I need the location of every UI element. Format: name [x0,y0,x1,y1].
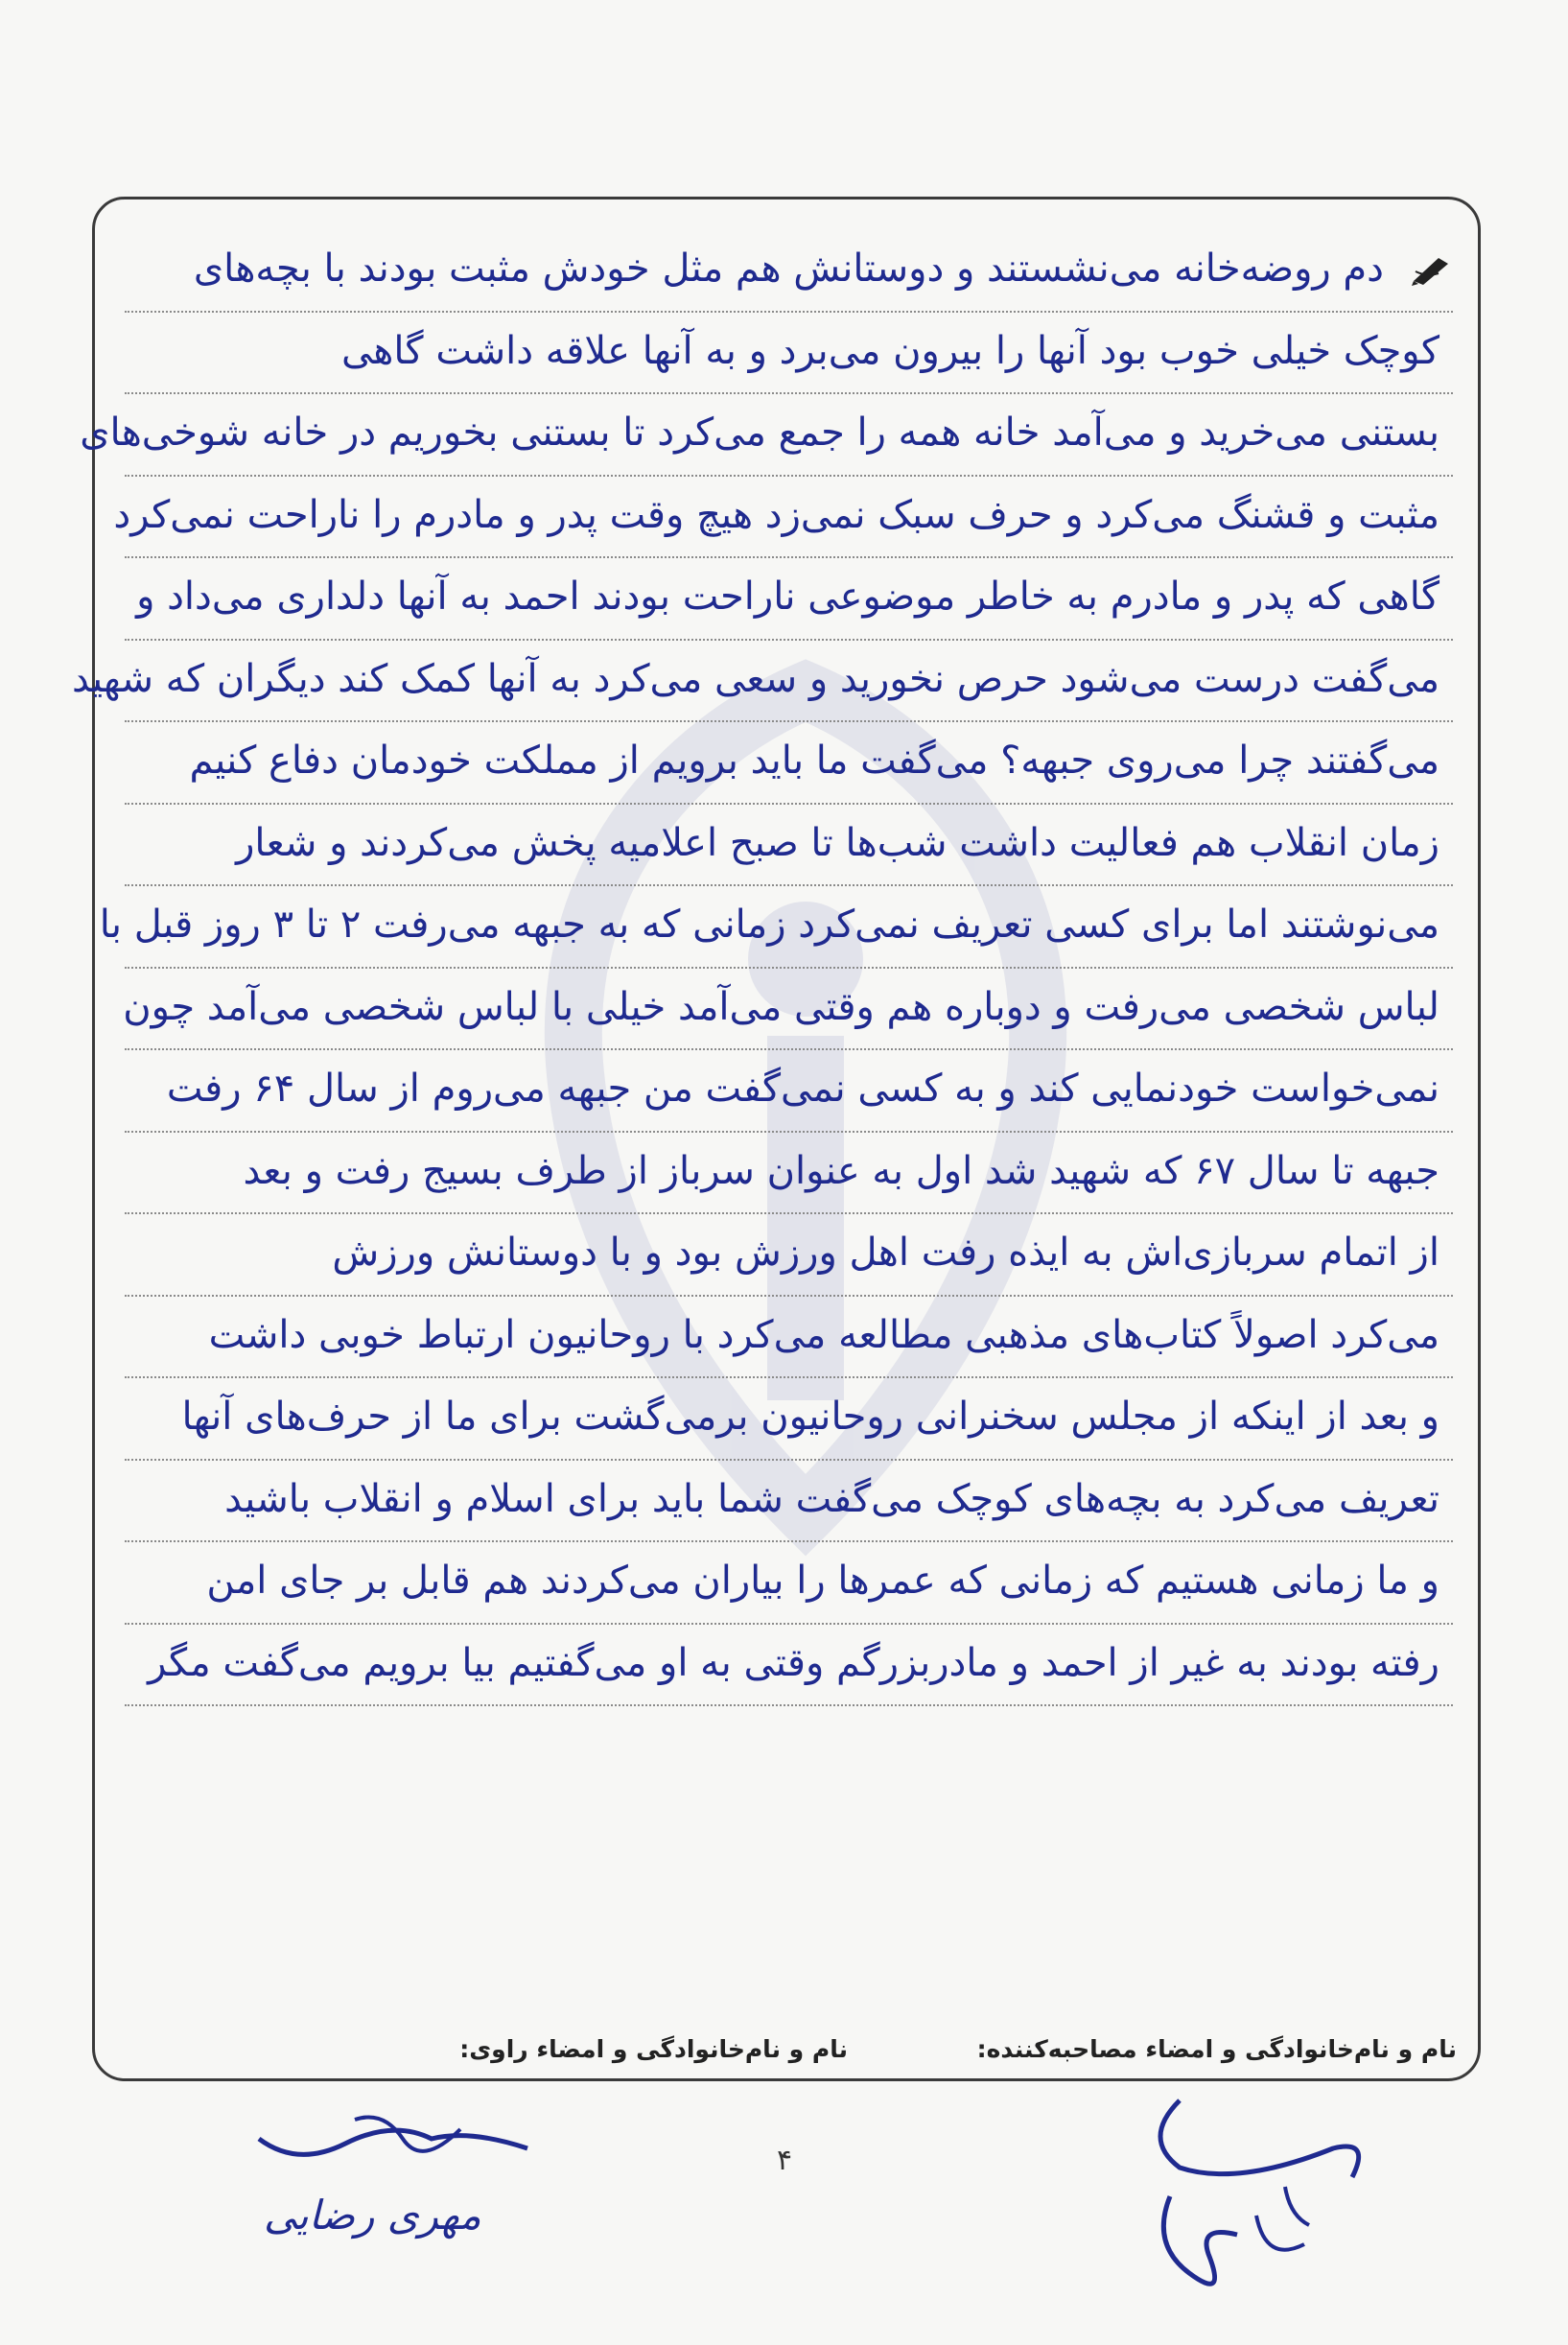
text-line [125,1542,1453,1625]
line-text: گاهی که پدر و مادرم به خاطر موضوعی ناراحت بودند احمد به آنها دلداری می‌داد و [136,575,1439,619]
line-text: مثبت و قشنگ می‌کرد و حرف سبک نمی‌زد هیچ وقت پدر و مادرم را ناراحت نمی‌کرد [113,492,1439,537]
text-line [71,641,1453,723]
narrator-signature-label: نام و نام‌خانوادگی و امضاء راوی: [459,2035,848,2063]
text-line [125,1625,1453,1707]
pen-icon [1410,252,1452,287]
text-line [125,313,1453,395]
interviewer-signature-image [1122,2081,1410,2331]
narrator-signature-image [240,2100,556,2273]
line-text: دم روضه‌خانه می‌نشستند و دوستانش هم مثل خودش مثبت بودند با بچه‌های [193,246,1384,291]
text-line [125,1461,1453,1543]
text-line [80,394,1453,477]
narrator-name-handwritten: مهری رضایی [264,2192,481,2239]
line-text: می‌کرد اصولاً کتاب‌های مذهبی مطالعه می‌کرد با روحانیون ارتباط خوبی داشت [208,1312,1439,1357]
line-text: می‌نوشتند اما برای کسی تعریف نمی‌کرد زمانی که به جبهه می‌رفت ۲ تا ۳ روز قبل با [99,903,1439,947]
text-line [125,230,1453,313]
line-text: می‌گفتند چرا می‌روی جبهه؟ می‌گفت ما باید برویم از مملکت خودمان دفاع کنیم [189,739,1439,783]
line-text: تعریف می‌کرد به بچه‌های کوچک می‌گفت شما باید برای اسلام و انقلاب باشید [224,1476,1439,1521]
line-text: جبهه تا سال ۶۷ که شهید شد اول به عنوان سرباز از طرف بسیج رفت و بعد [243,1148,1439,1193]
interviewer-signature-label: نام و نام‌خانوادگی و امضاء مصاحبه‌کننده: [976,2035,1457,2063]
text-line [125,1297,1453,1379]
text-line [125,1050,1453,1133]
text-line [125,558,1453,641]
text-line [125,969,1453,1051]
text-line [113,477,1453,559]
page-number: ۴ [777,2144,793,2177]
line-text: زمان انقلاب هم فعالیت داشت شب‌ها تا صبح اعلامیه پخش می‌کردند و شعار [236,820,1439,865]
line-text: و ما زمانی هستیم که زمانی که عمرها را بیاران می‌کردند هم قابل بر جای امن [206,1559,1439,1603]
line-text: بستنی می‌خرید و می‌آمد خانه همه را جمع می‌کرد تا بستنی بخوریم در خانه شوخی‌های [80,410,1439,455]
signature-footer [105,2035,1457,2074]
line-text: و بعد از اینکه از مجلس سخنرانی روحانیون برمی‌گشت برای ما از حرف‌های آنها [181,1395,1439,1439]
text-line [125,722,1453,805]
line-text: می‌گفت درست می‌شود حرص نخورید و سعی می‌کرد به آنها کمک کند دیگران که شهید [71,656,1439,701]
handwritten-text-body [71,230,1453,1706]
text-line [125,1378,1453,1461]
line-text: رفته بودند به غیر از احمد و مادربزرگم وقتی به او می‌گفتیم بیا برویم می‌گفت مگر [148,1640,1439,1685]
text-line [125,1214,1453,1297]
text-line [125,805,1453,887]
line-text: نمی‌خواست خودنمایی کند و به کسی نمی‌گفت من جبهه می‌روم از سال ۶۴ رفت [166,1067,1439,1111]
text-line [99,886,1453,969]
line-text: کوچک خیلی خوب بود آنها را بیرون می‌برد و به آنها علاقه داشت گاهی [340,328,1439,373]
text-line [125,1133,1453,1215]
line-text: لباس شخصی می‌رفت و دوباره هم وقتی می‌آمد خیلی با لباس شخصی می‌آمد چون [123,984,1439,1029]
line-text: از اتمام سربازی‌اش به ایذه رفت اهل ورزش بود و با دوستانش ورزش [332,1231,1439,1275]
